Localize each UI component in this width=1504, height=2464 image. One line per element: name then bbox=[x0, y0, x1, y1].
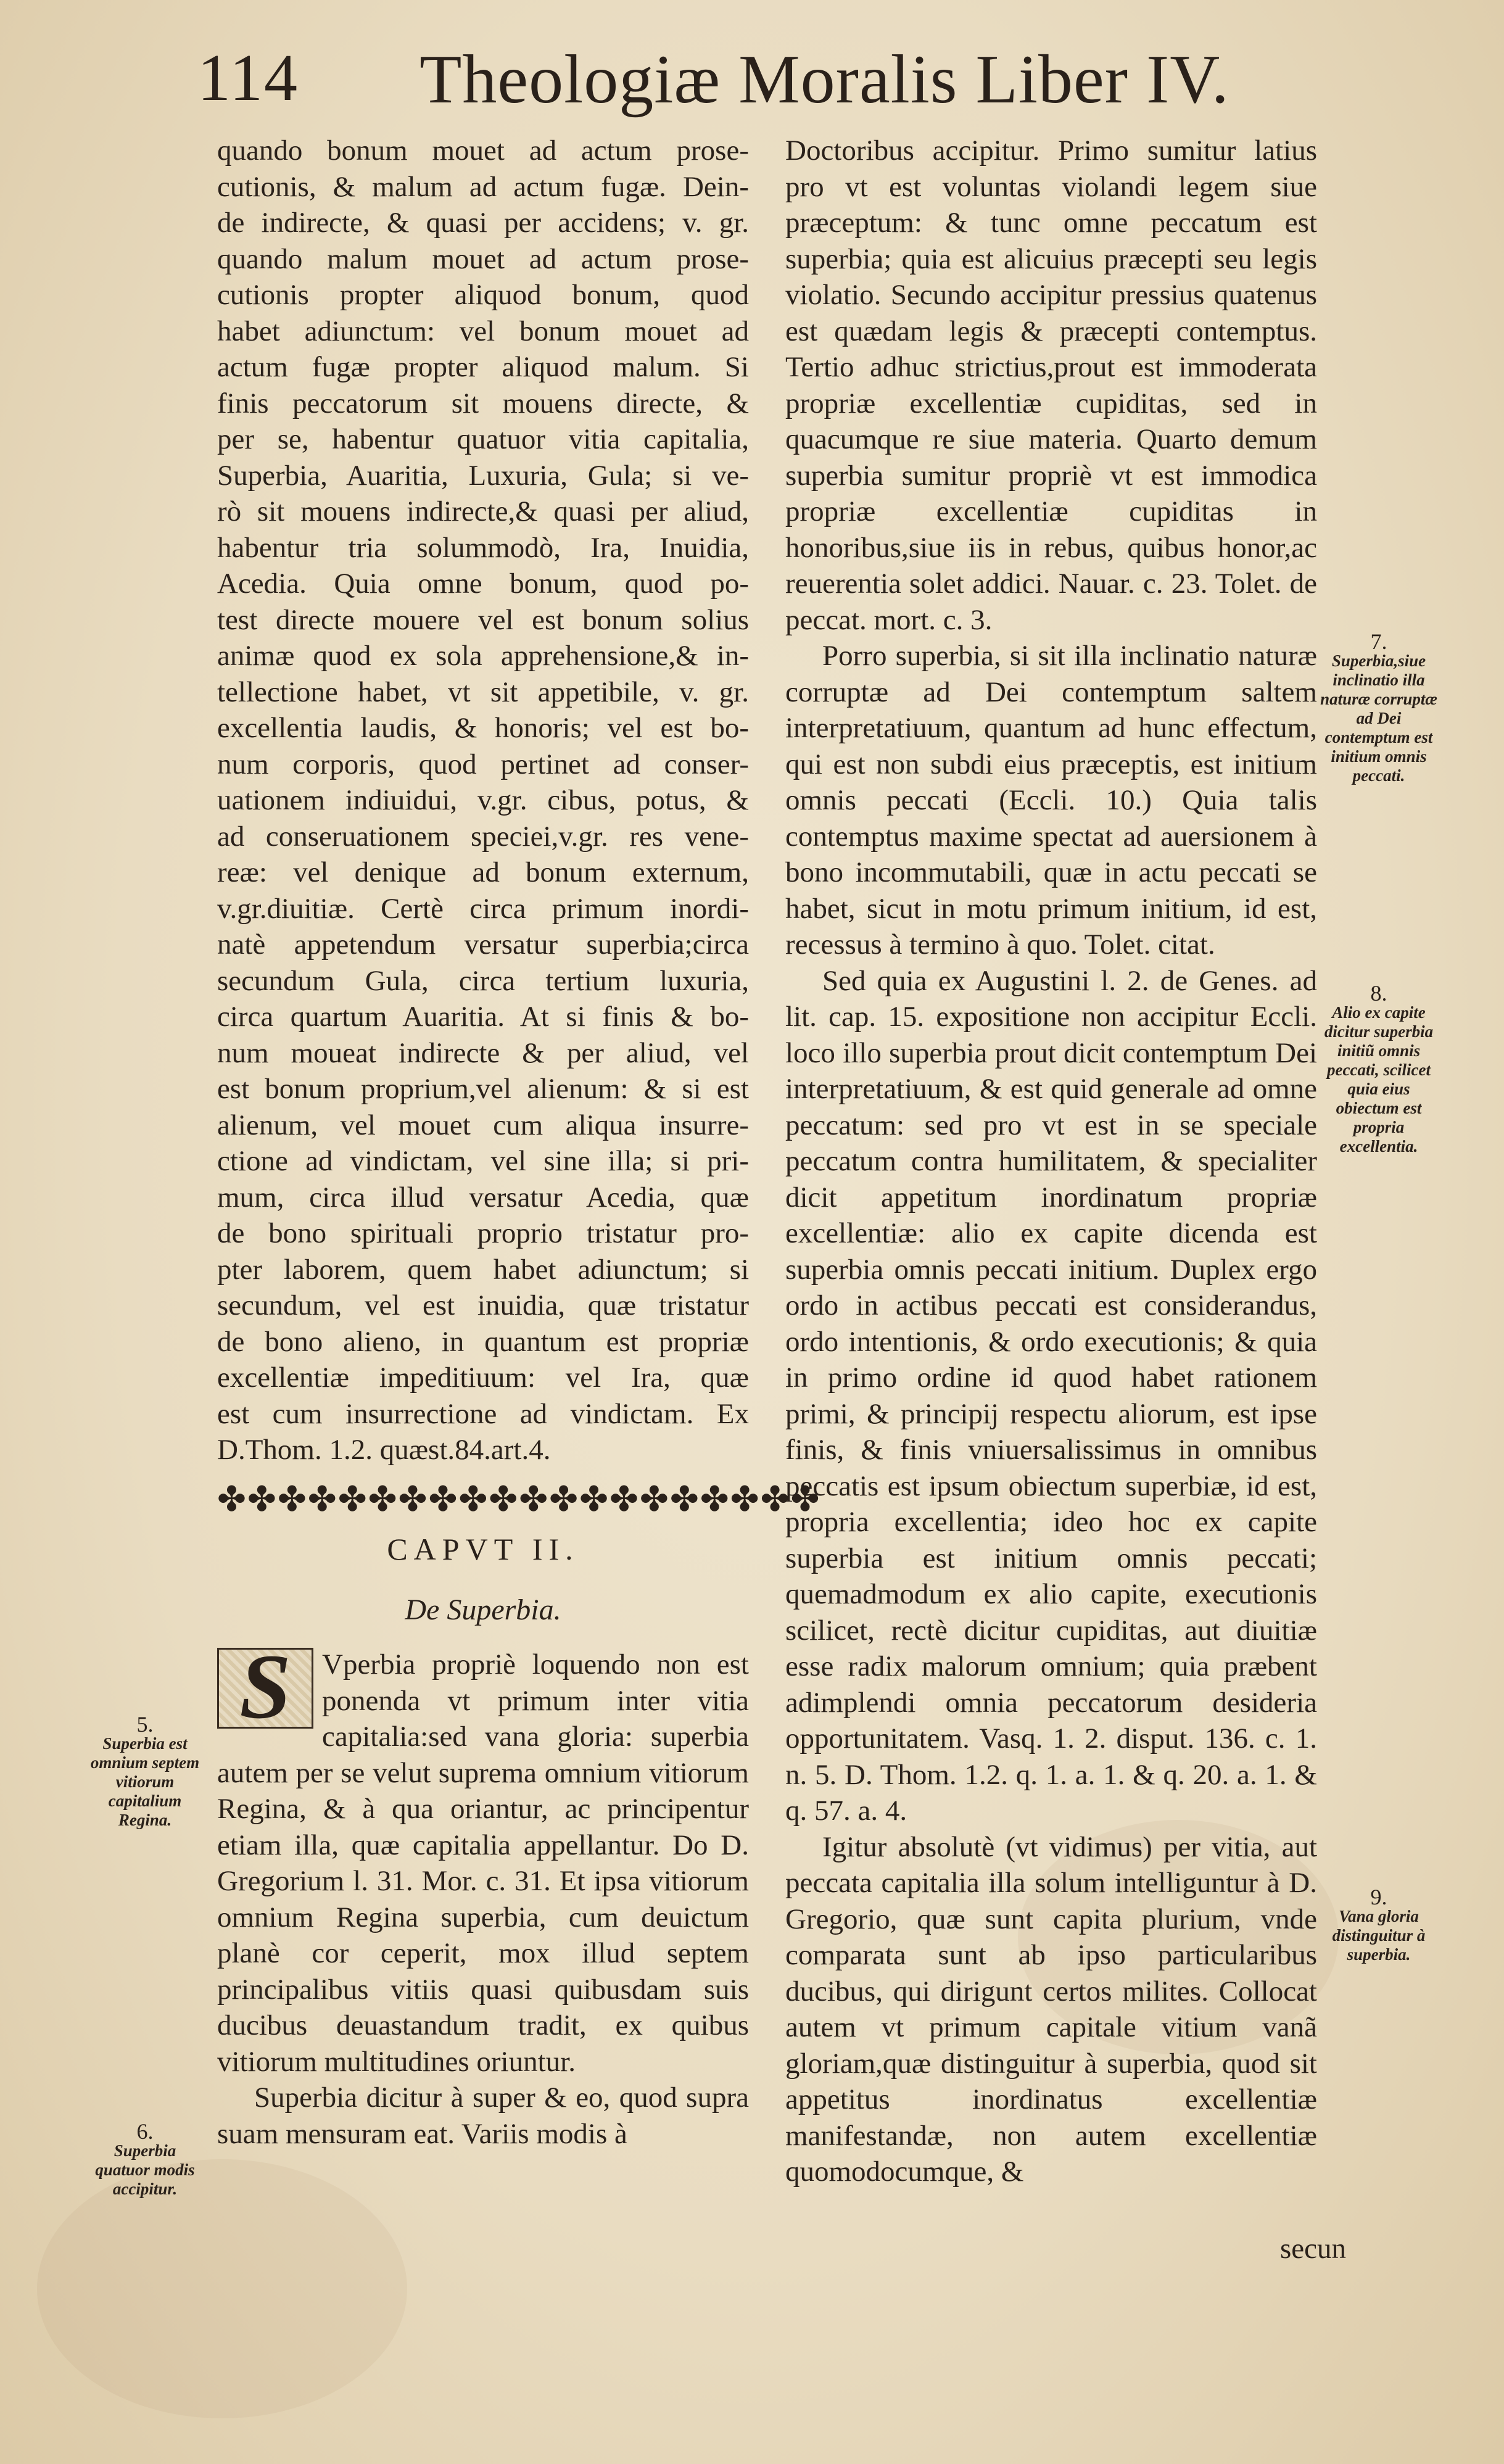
margin-note-9: 9. Vana gloria distinguitur à superbia. bbox=[1332, 1885, 1426, 1964]
text-line: excellentia laudis, & honoris; vel est bo- bbox=[217, 712, 749, 744]
text-line: secundum, vel est inuidia, quæ tristatur bbox=[217, 1289, 749, 1321]
left-paragraph-2-text: Vperbia propriè loquendo non est ponenda vt primum inter vitia capitalia:sed vana gloria: superbia autem per se velut suprema omnium vitiorum Regina, & à qua oriantur, ac principentur etiam illa, quæ capitalia appellantur. Do D. Gregorium l. 31. Mor. c. 31. Et ipsa vitiorum omnium Regina superbia, cum deuictum planè cor ceperit, mox illud septem principalibus vitiis quasi quibusdam suis ducibus deuastandum tradit, ex quibus vitiorum multitudines oriuntur. bbox=[217, 1648, 749, 2078]
text-line: rò sit mouens indirecte,& quasi per aliud, bbox=[217, 495, 749, 527]
text-line: alienum, vel mouet cum aliqua insurre- bbox=[217, 1109, 749, 1141]
text-line: per se, habentur quatuor vitia capitalia, bbox=[217, 423, 749, 455]
catchword: secun bbox=[1280, 2233, 1347, 2265]
text-line: excellentiæ impeditiuum: vel Ira, quæ bbox=[217, 1362, 749, 1394]
text-line: animæ quod ex sola apprehensione,& in- bbox=[217, 640, 749, 672]
text-line: uationem indiuidui, v.gr. cibus, potus, & bbox=[217, 784, 749, 816]
ornament-divider: ✤✤✤✤✤✤✤✤✤✤✤✤✤✤✤✤✤✤✤✤ bbox=[217, 1480, 821, 1519]
margin-note-8: 8. Alio ex capite dicitur superbia initiũ omnis peccati, scilicet quia eius obiectum est propria excellentia. bbox=[1324, 981, 1434, 1156]
right-paragraph-1: Doctoribus accipitur. Primo sumitur latius pro vt est voluntas violandi legem siue præceptum: & tunc omne peccatum est superbia; quia est alicuius præcepti seu legis violatio. Secundo accipitur pressius quatenus est quædam legis & præcepti contemptus. Tertio adhuc strictius,prout est immoderata propriæ excellentiæ cupiditas, sed in quacumque re siue materia. Quarto demum superbia sumitur propriè vt est immodica propriæ excellentiæ cupiditas in honoribus,siue iis in rebus, quibus honor,ac reuerentia solet addici. Nauar. c. 23. Tolet. de peccat. mort. c. 3. bbox=[785, 134, 1317, 636]
text-line: num moueat indirecte & per aliud, vel bbox=[217, 1036, 749, 1069]
right-paragraph-3: Sed quia ex Augustini l. 2. de Genes. ad lit. cap. 15. expositione non accipitur Eccli. loco illo superbia prout dicit contemptum Dei interpretatiuum, & est quid generale ad omne peccatum: sed pro vt est in se speciale peccatum contra humilitatem, & specialiter dicit appetitum inordinatum propriæ excellentiæ: alio ex capite dicenda est superbia omnis peccati initium. Duplex ergo ordo in actibus peccati est considerandus, ordo intentionis, & ordo executionis; & quia in primo ordine id quod habet rationem primi, & principij respectu aliorum, est ipse finis, & finis vniuersalissimus in omnibus peccatis est ipsum obiectum superbiæ, id est, propria excellentia; ideo hoc ex capite superbia est initium omnis peccati; quemadmodum ex alio capite, executionis scilicet, rectè dicitur cupiditas, aut diuitiæ esse radix malorum omnium; quia præbent adimplendi omnia peccatorum desideria opportunitatem. Vasq. 1. 2. disput. 136. c. 1. n. 5. D. Thom. 1.2. q. 1. a. 1. & q. 20. a. 1. & q. 57. a. 4. bbox=[785, 964, 1317, 1827]
text-line: reæ: vel denique ad bonum externum, bbox=[217, 856, 749, 888]
text-line: v.gr.diuitiæ. Certè circa primum inordi- bbox=[217, 892, 749, 925]
text-line: cutionis, & malum ad actum fugæ. Dein- bbox=[217, 170, 749, 203]
text-line: D.Thom. 1.2. quæst.84.art.4. bbox=[217, 1434, 551, 1466]
text-line: de bono alieno, in quantum est propriæ bbox=[217, 1325, 749, 1358]
text-line: natè appetendum versatur superbia;circa bbox=[217, 928, 749, 961]
left-paragraph-2 bbox=[217, 1635, 749, 2080]
margin-note-6: 6. Superbia quatuor modis accipitur. bbox=[95, 2119, 195, 2198]
text-line: habentur tria solummodò, Ira, Inuidia, bbox=[217, 531, 749, 564]
text-line: pter laborem, quem habet adiunctum; si bbox=[217, 1253, 749, 1286]
text-line: Acedia. Quia omne bonum, quod po- bbox=[217, 568, 749, 600]
left-column bbox=[217, 133, 821, 2152]
text-line: actum fugæ propter aliquod malum. Si bbox=[217, 351, 749, 383]
running-title: Theologiæ Moralis Liber IV. bbox=[419, 41, 1229, 118]
drop-cap: S bbox=[217, 1648, 313, 1729]
text-line: finis peccatorum sit mouens directe, & bbox=[217, 387, 749, 420]
text-line: circa quartum Auaritia. At si finis & bo- bbox=[217, 1001, 749, 1033]
text-line: de indirecte, & quasi per accidens; v. gr. bbox=[217, 207, 749, 239]
text-line: mum, circa illud versatur Acedia, quæ bbox=[217, 1181, 749, 1213]
right-column bbox=[785, 133, 1317, 2190]
text-line: Superbia, Auaritia, Luxuria, Gula; si ve- bbox=[217, 459, 749, 492]
right-paragraph-4: Igitur absolutè (vt vidimus) per vitia, aut peccata capitalia illa solum intelliguntur à D. Gregorio, quæ sunt capita plurium, vnde comparata sunt ab ipso particularibus ducibus, qui dirigunt certos milites. Collocat autem vt primum capitale vitium vanã gloriam,quæ distinguitur à superbia, quod sit appetitus inordinatus excellentiæ manifestandæ, non autem excellentiæ quomodocumque, & bbox=[785, 1830, 1317, 2188]
margin-note-7: 7. Superbia,siue inclinatio illa naturæ corruptæ ad Dei contemptum est initium omnis peccati. bbox=[1320, 629, 1437, 785]
left-paragraph-3: Superbia dicitur à super & eo, quod supra suam mensuram eat. Variis modis à bbox=[217, 2082, 749, 2150]
running-header bbox=[197, 34, 1370, 126]
text-line: num corporis, quod pertinet ad conser- bbox=[217, 748, 749, 780]
text-line: quando malum mouet ad actum prose- bbox=[217, 242, 749, 275]
margin-note-5: 5. Superbia est omnium septem vitiorum capitalium Regina. bbox=[90, 1712, 200, 1829]
text-line: tellectione habet, vt sit appetibile, v. gr. bbox=[217, 676, 749, 708]
chapter-subtitle: De Superbia. bbox=[405, 1593, 561, 1626]
text-line: secundum Gula, circa tertium luxuria, bbox=[217, 964, 749, 997]
text-line: cutionis propter aliquod bonum, quod bbox=[217, 279, 749, 311]
text-line: est bonum proprium,vel alienum: & si est bbox=[217, 1073, 749, 1105]
right-paragraph-2: Porro superbia, si sit illa inclinatio naturæ corruptæ ad Dei contemptum saltem interpretatiuum, quantum ad hunc effectum, qui est non subdi eius præceptis, est initium omnis peccati (Eccli. 10.) Quia talis contemptus maxime spectat ad auersionem à bono incommutabili, quæ in actu peccati se habet, sicut in motu primum initium, id est, recessus à termino à quo. Tolet. citat. bbox=[785, 640, 1317, 961]
text-line: habet adiunctum: vel bonum mouet ad bbox=[217, 315, 749, 347]
text-line: ad conseruationem speciei,v.gr. res vene- bbox=[217, 820, 749, 853]
page-number: 114 bbox=[197, 41, 299, 115]
chapter-heading: CAPVT II. bbox=[387, 1532, 579, 1566]
left-paragraph-1 bbox=[217, 133, 749, 1468]
text-line: de bono spirituali proprio tristatur pro- bbox=[217, 1217, 749, 1249]
text-line: est cum insurrectione ad vindictam. Ex bbox=[217, 1397, 749, 1430]
text-line: quando bonum mouet ad actum prose- bbox=[217, 134, 749, 167]
text-line: test directe mouere vel est bonum solius bbox=[217, 603, 749, 636]
text-line: ctione ad vindictam, vel sine illa; si pri- bbox=[217, 1145, 749, 1177]
